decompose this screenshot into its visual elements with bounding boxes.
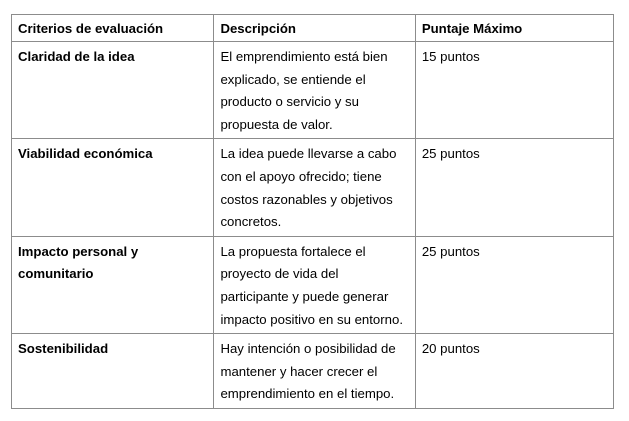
points-cell: 15 puntos	[415, 42, 613, 139]
description-cell: Hay intención o posibilidad de mantener y hacer crecer el emprendimiento en el tiempo.	[214, 334, 415, 409]
criterion-cell: Sostenibilidad	[12, 334, 214, 409]
evaluation-criteria-table	[11, 14, 614, 409]
criterion-cell: Viabilidad económica	[12, 139, 214, 236]
points-cell: 25 puntos	[415, 139, 613, 236]
criterion-cell: Impacto personal y comunitario	[12, 236, 214, 333]
table-header-row	[12, 15, 614, 42]
description-cell: La idea puede llevarse a cabo con el apoyo ofrecido; tiene costos razonables y objetivos concretos.	[214, 139, 415, 236]
points-cell: 25 puntos	[415, 236, 613, 333]
header-description: Descripción	[214, 15, 415, 42]
description-cell: La propuesta fortalece el proyecto de vida del participante y puede generar impacto positivo en su entorno.	[214, 236, 415, 333]
table-row	[12, 42, 614, 139]
header-criteria: Criterios de evaluación	[12, 15, 214, 42]
description-cell: El emprendimiento está bien explicado, se entiende el producto o servicio y su propuesta de valor.	[214, 42, 415, 139]
criterion-cell: Claridad de la idea	[12, 42, 214, 139]
header-max-score: Puntaje Máximo	[415, 15, 613, 42]
table-row	[12, 236, 614, 333]
table-row	[12, 334, 614, 409]
points-cell: 20 puntos	[415, 334, 613, 409]
table-row	[12, 139, 614, 236]
